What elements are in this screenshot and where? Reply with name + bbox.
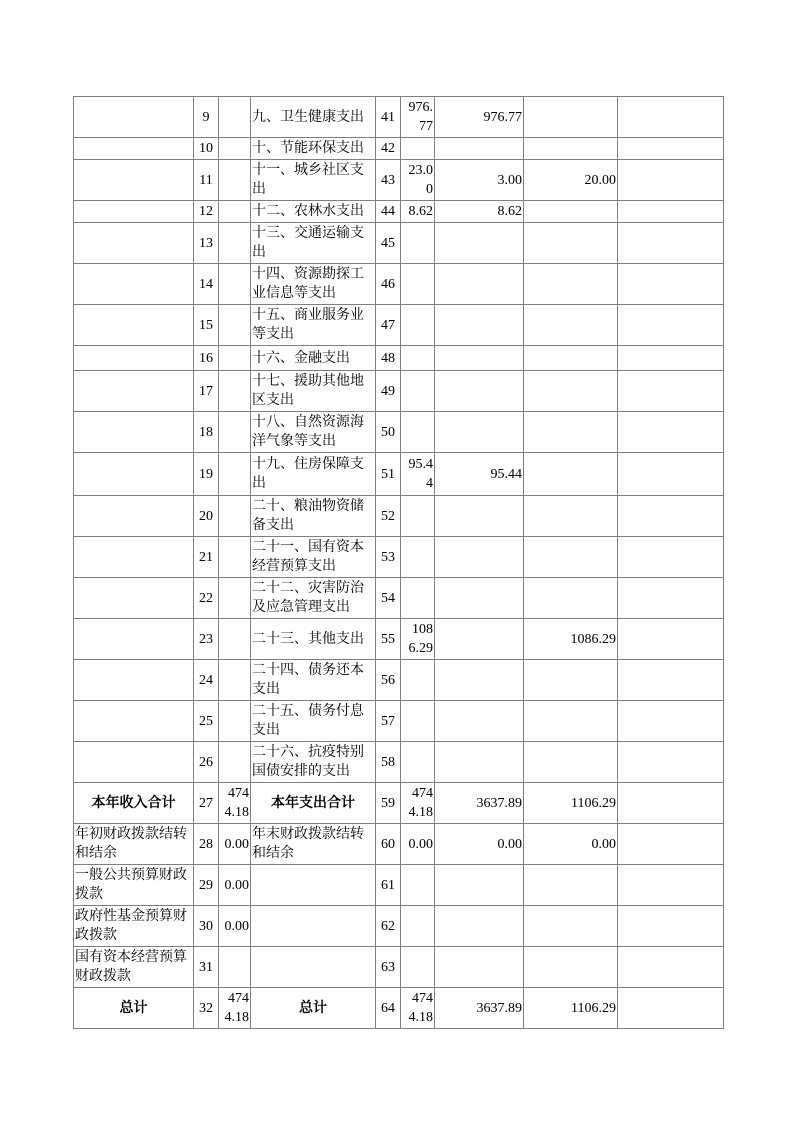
cell-expense-amount-b [524, 223, 618, 264]
cell-expense-amount-a: 3.00 [435, 160, 524, 201]
cell-income-item [74, 496, 194, 537]
cell-expense-total [401, 537, 435, 578]
cell-expense-amount-a [435, 264, 524, 305]
cell-expense-row-no: 50 [376, 412, 401, 453]
cell-income-row-no: 18 [194, 412, 219, 453]
cell-expense-amount-c [618, 305, 724, 346]
cell-expense-item: 九、卫生健康支出 [251, 97, 376, 138]
cell-expense-amount-a [435, 223, 524, 264]
cell-income-item [74, 346, 194, 371]
table-row [74, 824, 724, 865]
table-row [74, 160, 724, 201]
cell-expense-item: 二十四、债务还本支出 [251, 660, 376, 701]
cell-expense-amount-a: 8.62 [435, 201, 524, 223]
cell-expense-item [251, 906, 376, 947]
cell-expense-item: 十七、援助其他地区支出 [251, 371, 376, 412]
cell-expense-amount-a [435, 906, 524, 947]
cell-income-item [74, 660, 194, 701]
cell-income-item [74, 371, 194, 412]
cell-expense-total: 4744.18 [401, 988, 435, 1029]
cell-expense-amount-a [435, 865, 524, 906]
cell-income-amount [219, 346, 251, 371]
table-row [74, 988, 724, 1029]
cell-expense-row-no: 46 [376, 264, 401, 305]
cell-expense-amount-c [618, 412, 724, 453]
cell-expense-amount-b [524, 906, 618, 947]
cell-expense-amount-a: 3637.89 [435, 988, 524, 1029]
cell-income-item [74, 453, 194, 496]
cell-income-item: 一般公共预算财政拨款 [74, 865, 194, 906]
cell-income-item: 年初财政拨款结转和结余 [74, 824, 194, 865]
cell-income-row-no: 24 [194, 660, 219, 701]
cell-income-amount [219, 660, 251, 701]
cell-income-item: 本年收入合计 [74, 783, 194, 824]
cell-expense-total: 8.62 [401, 201, 435, 223]
cell-income-row-no: 30 [194, 906, 219, 947]
cell-expense-row-no: 52 [376, 496, 401, 537]
cell-expense-row-no: 63 [376, 947, 401, 988]
cell-income-item: 国有资本经营预算财政拨款 [74, 947, 194, 988]
cell-expense-amount-c [618, 346, 724, 371]
cell-expense-amount-c [618, 578, 724, 619]
cell-expense-row-no: 58 [376, 742, 401, 783]
cell-income-amount [219, 701, 251, 742]
cell-expense-amount-b [524, 660, 618, 701]
cell-expense-item: 十四、资源勘探工业信息等支出 [251, 264, 376, 305]
cell-expense-total [401, 371, 435, 412]
table-row [74, 138, 724, 160]
table-row [74, 97, 724, 138]
cell-expense-total: 4744.18 [401, 783, 435, 824]
cell-expense-total [401, 701, 435, 742]
cell-income-item [74, 305, 194, 346]
cell-expense-row-no: 59 [376, 783, 401, 824]
cell-expense-item: 二十、粮油物资储备支出 [251, 496, 376, 537]
cell-income-item [74, 223, 194, 264]
cell-income-amount [219, 537, 251, 578]
cell-expense-row-no: 61 [376, 865, 401, 906]
cell-expense-item: 十三、交通运输支出 [251, 223, 376, 264]
table-row [74, 742, 724, 783]
cell-expense-total [401, 496, 435, 537]
cell-expense-total [401, 138, 435, 160]
cell-expense-amount-a: 0.00 [435, 824, 524, 865]
cell-income-row-no: 11 [194, 160, 219, 201]
cell-expense-total [401, 906, 435, 947]
cell-income-item [74, 160, 194, 201]
cell-expense-total [401, 264, 435, 305]
cell-expense-amount-a [435, 619, 524, 660]
cell-expense-row-no: 49 [376, 371, 401, 412]
cell-expense-row-no: 42 [376, 138, 401, 160]
table-row [74, 537, 724, 578]
cell-income-amount: 0.00 [219, 865, 251, 906]
cell-expense-row-no: 56 [376, 660, 401, 701]
cell-income-row-no: 14 [194, 264, 219, 305]
cell-expense-amount-b [524, 537, 618, 578]
cell-income-row-no: 27 [194, 783, 219, 824]
cell-expense-amount-c [618, 947, 724, 988]
cell-expense-total: 1086.29 [401, 619, 435, 660]
cell-expense-amount-a [435, 742, 524, 783]
cell-income-amount: 4744.18 [219, 783, 251, 824]
cell-expense-amount-b [524, 138, 618, 160]
cell-income-row-no: 9 [194, 97, 219, 138]
cell-income-amount [219, 138, 251, 160]
cell-expense-row-no: 51 [376, 453, 401, 496]
cell-expense-amount-c [618, 742, 724, 783]
table-row [74, 223, 724, 264]
budget-table-body [74, 97, 724, 1029]
cell-expense-row-no: 60 [376, 824, 401, 865]
cell-expense-amount-a [435, 947, 524, 988]
cell-expense-amount-a [435, 412, 524, 453]
cell-expense-row-no: 64 [376, 988, 401, 1029]
cell-expense-amount-c [618, 537, 724, 578]
cell-income-row-no: 32 [194, 988, 219, 1029]
cell-income-row-no: 28 [194, 824, 219, 865]
cell-income-row-no: 22 [194, 578, 219, 619]
cell-expense-item: 十九、住房保障支出 [251, 453, 376, 496]
cell-expense-total: 95.44 [401, 453, 435, 496]
cell-expense-amount-b [524, 865, 618, 906]
cell-expense-amount-b: 1086.29 [524, 619, 618, 660]
cell-income-amount [219, 619, 251, 660]
cell-expense-item: 二十二、灾害防治及应急管理支出 [251, 578, 376, 619]
cell-expense-amount-c [618, 906, 724, 947]
cell-expense-item: 年末财政拨款结转和结余 [251, 824, 376, 865]
cell-expense-amount-c [618, 160, 724, 201]
cell-expense-item [251, 865, 376, 906]
cell-expense-item: 十五、商业服务业等支出 [251, 305, 376, 346]
cell-expense-total [401, 578, 435, 619]
cell-income-amount [219, 305, 251, 346]
cell-expense-row-no: 55 [376, 619, 401, 660]
cell-expense-amount-b [524, 701, 618, 742]
cell-expense-amount-b [524, 97, 618, 138]
table-row [74, 305, 724, 346]
cell-expense-row-no: 44 [376, 201, 401, 223]
cell-income-item [74, 138, 194, 160]
table-row [74, 412, 724, 453]
cell-expense-amount-a [435, 496, 524, 537]
cell-expense-total [401, 742, 435, 783]
table-row [74, 201, 724, 223]
cell-expense-amount-b [524, 371, 618, 412]
cell-expense-amount-c [618, 138, 724, 160]
table-row [74, 906, 724, 947]
cell-income-amount: 0.00 [219, 906, 251, 947]
cell-income-row-no: 15 [194, 305, 219, 346]
cell-expense-amount-b: 1106.29 [524, 783, 618, 824]
cell-income-amount [219, 496, 251, 537]
cell-expense-amount-a [435, 371, 524, 412]
table-row [74, 453, 724, 496]
cell-expense-amount-b [524, 496, 618, 537]
cell-income-amount [219, 201, 251, 223]
cell-expense-amount-c [618, 496, 724, 537]
table-row [74, 947, 724, 988]
cell-expense-total: 23.00 [401, 160, 435, 201]
cell-expense-item: 本年支出合计 [251, 783, 376, 824]
cell-income-row-no: 21 [194, 537, 219, 578]
cell-expense-amount-a: 3637.89 [435, 783, 524, 824]
cell-expense-amount-c [618, 988, 724, 1029]
table-row [74, 701, 724, 742]
cell-expense-amount-b: 1106.29 [524, 988, 618, 1029]
cell-expense-row-no: 48 [376, 346, 401, 371]
cell-income-row-no: 23 [194, 619, 219, 660]
cell-income-row-no: 10 [194, 138, 219, 160]
cell-expense-amount-c [618, 824, 724, 865]
cell-expense-amount-c [618, 701, 724, 742]
cell-expense-amount-b [524, 742, 618, 783]
cell-expense-amount-b [524, 346, 618, 371]
cell-expense-amount-a [435, 701, 524, 742]
cell-expense-item: 十二、农林水支出 [251, 201, 376, 223]
cell-expense-total [401, 412, 435, 453]
cell-expense-total [401, 346, 435, 371]
cell-expense-item: 十一、城乡社区支出 [251, 160, 376, 201]
table-row [74, 264, 724, 305]
cell-expense-amount-c [618, 264, 724, 305]
cell-expense-total [401, 305, 435, 346]
cell-income-item [74, 264, 194, 305]
cell-income-amount [219, 947, 251, 988]
cell-income-amount [219, 578, 251, 619]
cell-expense-item: 总计 [251, 988, 376, 1029]
cell-expense-amount-a [435, 138, 524, 160]
cell-expense-amount-c [618, 371, 724, 412]
cell-income-item [74, 537, 194, 578]
cell-income-amount [219, 742, 251, 783]
table-row [74, 371, 724, 412]
cell-income-amount [219, 453, 251, 496]
cell-expense-amount-a: 95.44 [435, 453, 524, 496]
cell-expense-amount-b [524, 453, 618, 496]
cell-expense-item: 二十五、债务付息支出 [251, 701, 376, 742]
cell-income-row-no: 12 [194, 201, 219, 223]
cell-expense-total [401, 947, 435, 988]
cell-expense-amount-b [524, 305, 618, 346]
cell-expense-amount-c [618, 223, 724, 264]
cell-income-item [74, 619, 194, 660]
cell-income-row-no: 20 [194, 496, 219, 537]
cell-expense-amount-a [435, 537, 524, 578]
cell-expense-amount-b [524, 947, 618, 988]
cell-expense-item: 二十六、抗疫特别国债安排的支出 [251, 742, 376, 783]
table-row [74, 619, 724, 660]
cell-expense-amount-c [618, 660, 724, 701]
cell-income-item: 总计 [74, 988, 194, 1029]
cell-income-item [74, 578, 194, 619]
cell-income-row-no: 13 [194, 223, 219, 264]
cell-expense-amount-c [618, 97, 724, 138]
cell-expense-total [401, 865, 435, 906]
table-row [74, 865, 724, 906]
cell-expense-row-no: 43 [376, 160, 401, 201]
cell-income-amount: 4744.18 [219, 988, 251, 1029]
table-row [74, 346, 724, 371]
cell-expense-amount-a [435, 305, 524, 346]
cell-income-row-no: 29 [194, 865, 219, 906]
table-row [74, 578, 724, 619]
cell-expense-amount-b: 20.00 [524, 160, 618, 201]
cell-expense-row-no: 45 [376, 223, 401, 264]
cell-expense-row-no: 41 [376, 97, 401, 138]
cell-income-item [74, 97, 194, 138]
cell-income-row-no: 19 [194, 453, 219, 496]
cell-income-item [74, 701, 194, 742]
cell-income-amount [219, 160, 251, 201]
cell-income-amount [219, 264, 251, 305]
cell-expense-item: 十六、金融支出 [251, 346, 376, 371]
cell-expense-amount-a [435, 346, 524, 371]
cell-expense-amount-c [618, 619, 724, 660]
cell-expense-total: 0.00 [401, 824, 435, 865]
cell-income-row-no: 16 [194, 346, 219, 371]
table-row [74, 660, 724, 701]
cell-income-item [74, 742, 194, 783]
cell-expense-row-no: 53 [376, 537, 401, 578]
cell-income-row-no: 31 [194, 947, 219, 988]
cell-expense-row-no: 57 [376, 701, 401, 742]
cell-income-amount [219, 412, 251, 453]
cell-expense-amount-c [618, 453, 724, 496]
cell-income-amount [219, 223, 251, 264]
cell-income-row-no: 25 [194, 701, 219, 742]
cell-expense-amount-a: 976.77 [435, 97, 524, 138]
cell-income-item [74, 201, 194, 223]
cell-expense-amount-b [524, 578, 618, 619]
cell-expense-amount-c [618, 201, 724, 223]
cell-expense-total [401, 223, 435, 264]
cell-income-row-no: 17 [194, 371, 219, 412]
cell-expense-amount-c [618, 865, 724, 906]
cell-expense-amount-a [435, 578, 524, 619]
cell-income-amount: 0.00 [219, 824, 251, 865]
cell-expense-total: 976.77 [401, 97, 435, 138]
cell-income-amount [219, 371, 251, 412]
cell-expense-amount-c [618, 783, 724, 824]
cell-expense-row-no: 47 [376, 305, 401, 346]
budget-table [73, 96, 724, 1029]
cell-income-row-no: 26 [194, 742, 219, 783]
cell-expense-row-no: 62 [376, 906, 401, 947]
cell-expense-amount-a [435, 660, 524, 701]
cell-expense-item: 十八、自然资源海洋气象等支出 [251, 412, 376, 453]
cell-income-amount [219, 97, 251, 138]
cell-expense-amount-b: 0.00 [524, 824, 618, 865]
cell-expense-total [401, 660, 435, 701]
cell-expense-amount-b [524, 264, 618, 305]
table-row [74, 783, 724, 824]
cell-expense-row-no: 54 [376, 578, 401, 619]
cell-expense-item: 二十一、国有资本经营预算支出 [251, 537, 376, 578]
cell-income-item: 政府性基金预算财政拨款 [74, 906, 194, 947]
cell-expense-item [251, 947, 376, 988]
cell-expense-amount-b [524, 412, 618, 453]
cell-expense-item: 二十三、其他支出 [251, 619, 376, 660]
cell-expense-item: 十、节能环保支出 [251, 138, 376, 160]
cell-expense-amount-b [524, 201, 618, 223]
table-row [74, 496, 724, 537]
cell-income-item [74, 412, 194, 453]
